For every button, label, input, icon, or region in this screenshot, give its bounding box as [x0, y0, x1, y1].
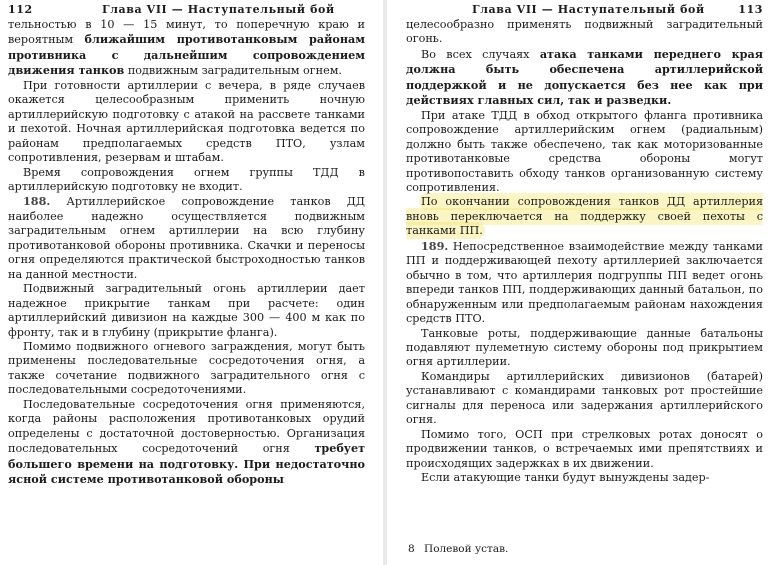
text-run: требует большего времени на подготовку. При недостаточно ясной системе противотанковой обороны — [8, 441, 365, 487]
page-footer — [408, 543, 508, 555]
right-page-number: 113 — [738, 3, 763, 16]
paragraph — [8, 282, 365, 340]
text-run: подвижным заградительным огнем. — [124, 64, 342, 78]
text-run: Артиллерийское сопровождение танков ДД наиболее надежно осуществляется подвижным заградительным огнем артиллерии на всю глубину противотанковой обороны противника. Скачки и переносы огня определяются практической быстроходностью танков на данной местности. — [8, 195, 365, 281]
paragraph — [406, 471, 763, 485]
text-run: По окончании сопровождения танков ДД артиллерия вновь переключается на поддержку своей пехоты с танками ПП. — [406, 195, 763, 238]
paragraph — [8, 79, 365, 166]
text-run: Непосредственное взаимодействие между танками ПП и поддерживающей пехоту артиллерией заключается обычно в том, что артиллерия подгруппы ПП ведет огонь впереди танков ПП, поддерживающих данный батальон, по обнаруженным или предполагаемым районам нахождения средств ПТО. — [406, 239, 763, 326]
left-page — [8, 0, 365, 565]
text-run: Последовательные сосредоточения огня применяются, когда районы расположения противотанковых орудий определены с достаточной достоверностью. Организация последовательных сосредоточений огня — [8, 397, 365, 456]
paragraph — [8, 398, 365, 488]
paragraph — [406, 428, 763, 471]
left-page-body — [8, 18, 365, 488]
paragraph — [8, 166, 365, 195]
paragraph — [8, 18, 365, 79]
signature-mark: 8 — [408, 543, 415, 555]
book-gutter — [383, 0, 387, 565]
right-page-header — [406, 0, 763, 18]
numbered-paragraph — [406, 239, 763, 327]
text-run: ближайшим противотанковым районам противника с дальнейшим сопровождением движения танков — [8, 32, 365, 78]
paragraph — [406, 47, 763, 109]
highlighted-passage — [406, 195, 763, 237]
right-chapter-title: Глава VII — Наступательный бой — [472, 3, 705, 16]
text-run: Если атакующие танки будут вынуждены задер- — [421, 471, 710, 485]
text-run: Время сопровождения огнем группы ТДД в артиллерийскую подготовку не входит. — [8, 165, 365, 193]
paragraph — [406, 195, 763, 238]
text-run: атака танками переднего края должна быть обеспечена артиллерийской поддержкой и не допускается без нее как при действиях главных сил, так и разведки. — [406, 46, 764, 108]
left-page-number: 112 — [8, 3, 33, 16]
paragraph — [406, 370, 763, 428]
numbered-paragraph — [8, 194, 365, 282]
text-run: тельностью в 10 — 15 минут, то поперечную краю и вероятным — [8, 18, 365, 47]
text-run: Помимо подвижного огневого заграждения, могут быть применены последовательные сосредоточения огня, а также сочетание подвижного заградительного огня с последовательными сосредоточениями. — [8, 339, 365, 397]
paragraph — [406, 109, 763, 196]
left-chapter-title: Глава VII — Наступательный бой — [102, 3, 335, 16]
paragraph-number: 189. — [421, 238, 449, 253]
left-page-header — [8, 0, 365, 18]
right-page — [406, 0, 763, 565]
text-run: При атаке ТДД в обход открытого фланга противника сопровождение артиллерийским огнем (радиальным) должно быть также обеспечено, так как моторизованные противотанковые средства обороны могут противопоставить обходу танков организованную систему сопротивления. — [406, 108, 763, 194]
footer-text: Полевой устав. — [424, 543, 509, 555]
text-run: Во всех случаях — [421, 47, 540, 61]
text-run: Танковые роты, поддерживающие данные батальоны подавляют пулеметную систему обороны под прикрытием огня артиллерии. — [406, 326, 763, 369]
text-run: Помимо того, ОСП при стрелковых ротах доносят о продвижении танков, о встречаемых ими препятствиях и происходящих задержках в их движении. — [406, 427, 763, 470]
text-run: целесообразно применять подвижный заградительный огонь. — [406, 18, 763, 46]
right-page-body — [406, 18, 763, 486]
paragraph — [8, 340, 365, 398]
paragraph — [406, 18, 763, 47]
text-run: Командиры артиллерийских дивизионов (батарей) устанавливают с командирами танковых рот простейшие сигналы для переноса или задержания артиллерийского огня. — [406, 369, 763, 427]
paragraph — [406, 327, 763, 370]
paragraph-number: 188. — [23, 194, 51, 209]
text-run: Подвижный заградительный огонь артиллерии дает надежное прикрытие танкам при расчете: один артиллерийский дивизион на каждые 300 — 400 м как по фронту, так и в глубину (прикрытие фланга). — [8, 282, 365, 339]
text-run: При готовности артиллерии с вечера, в ряде случаев окажется целесообразным применить ночную артиллерийскую подготовку с атакой на рассвете танками и пехотой. Ночная артиллерийская подготовка ведется по районам предполагаемых средств ПТО, узлам сопротивления, резервам и штабам. — [8, 78, 365, 165]
